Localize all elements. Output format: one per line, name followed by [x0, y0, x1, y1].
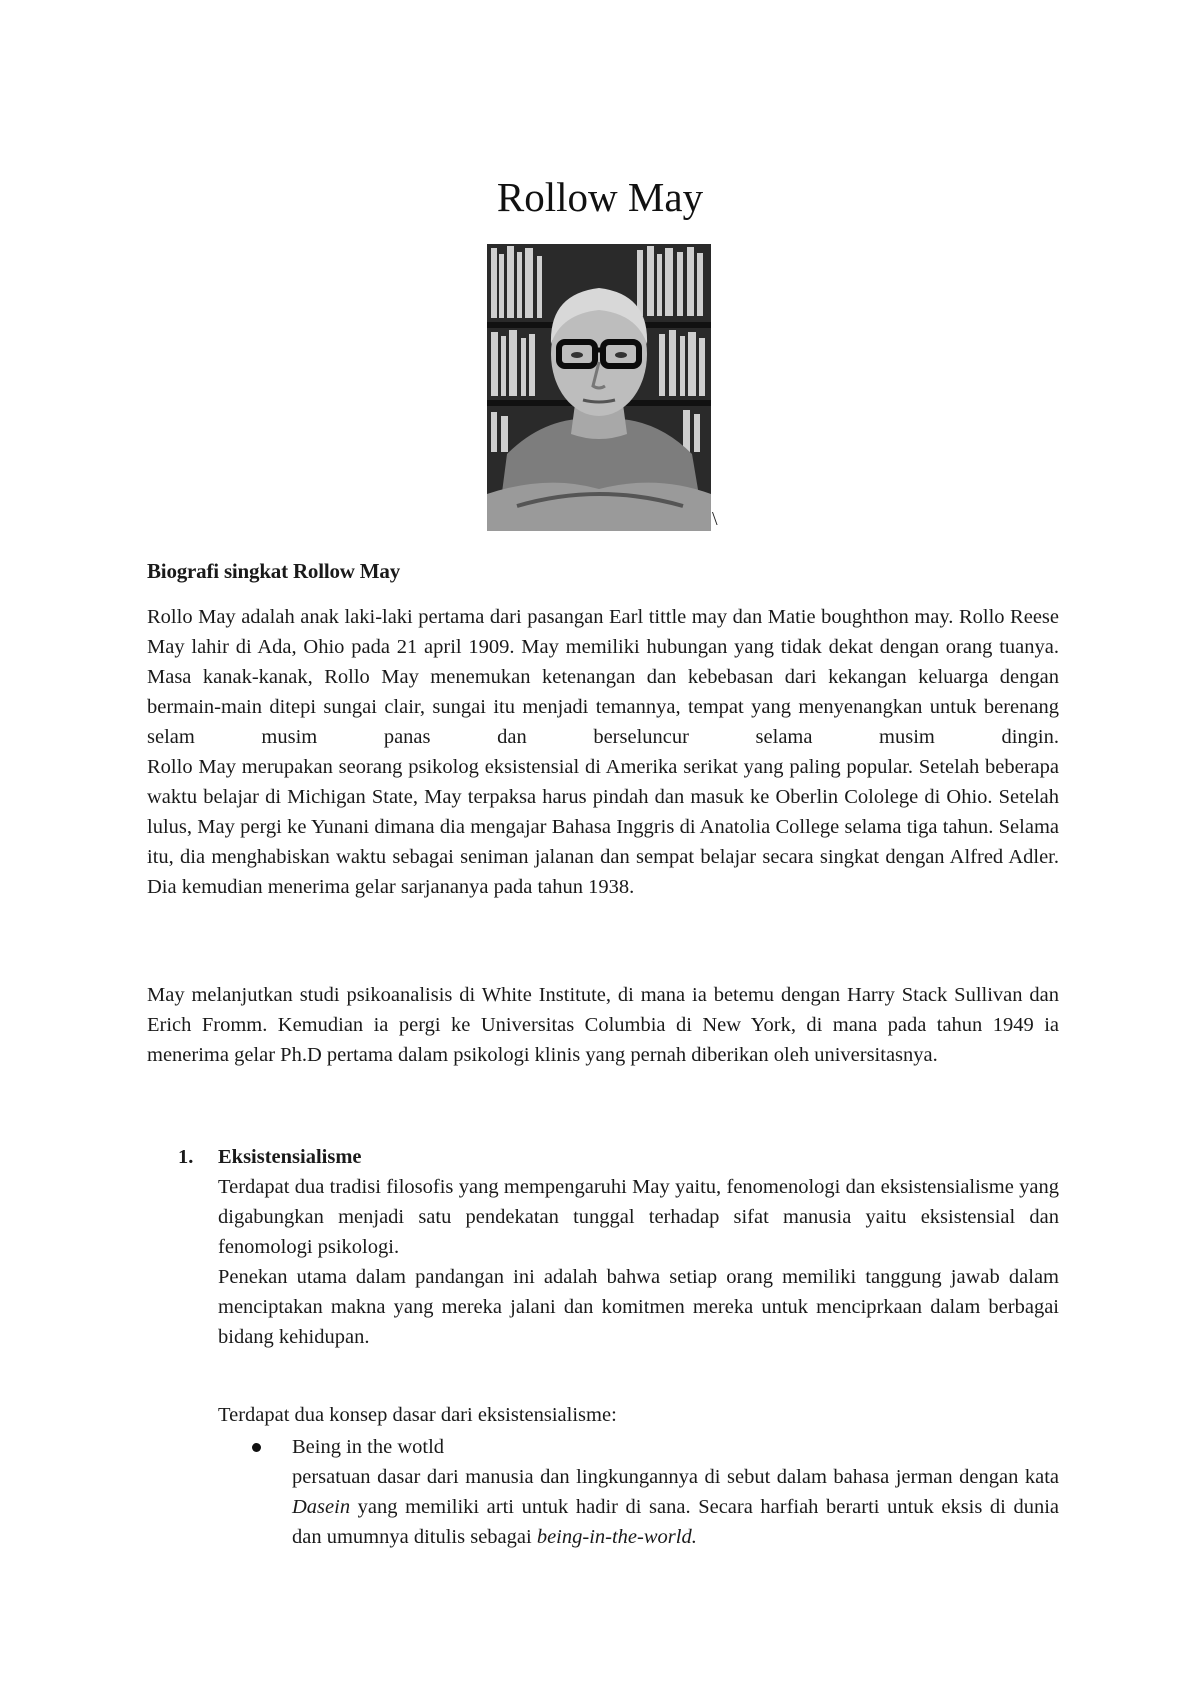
section-number: 1. — [178, 1146, 194, 1168]
section-title: Eksistensialisme — [218, 1146, 362, 1168]
term-being-in-the-world: being-in-the-world. — [536, 1526, 697, 1548]
bullet-body — [292, 1462, 1059, 1552]
bio-heading: Biografi singkat Rollow May — [147, 559, 401, 583]
section-paragraph-2: Penekan utama dalam pandangan ini adalah bahwa setiap orang memiliki tanggung jawab dalam menciptakan makna yang mereka jalani dan komitmen mereka untuk menciprkaan dalam berbagai bidang kehidupan. — [218, 1266, 1059, 1348]
bio-paragraph-2 — [147, 980, 1059, 1070]
term-dasein: Dasein — [292, 1496, 351, 1518]
bio-paragraph-2-text: May melanjutkan studi psikoanalisis di White Institute, di mana ia betemu dengan Harry Stack Sullivan dan Erich Fromm. Kemudian ia pergi ke Universitas Columbia di New York, di mana pada tahun 1949 ia menerima gelar Ph.D pertama dalam psikologi klinis yang pernah diberikan oleh universitasnya. — [147, 984, 1059, 1066]
bullet-text-b: yang memiliki arti untuk hadir di sana. Secara harfiah berarti untuk eksis di dunia dan umumnya ditulis sebagai — [292, 1496, 1059, 1548]
bullet-paragraph — [292, 1462, 1059, 1552]
section-paragraph-1: Terdapat dua tradisi filosofis yang mempengaruhi May yaitu, fenomenologi dan eksistensialisme yang digabungkan menjadi satu pendekatan tunggal terhadap sifat manusia yaitu eksistensial dan fenomologi psikologi. — [218, 1176, 1059, 1258]
bullet-label: Being in the wotld — [292, 1436, 445, 1458]
page-title: Rollow May — [496, 174, 704, 220]
bio-paragraph-1 — [147, 602, 1059, 902]
section-body — [218, 1172, 1059, 1352]
bio-paragraph-1-main: Rollo May adalah anak laki-laki pertama dari pasangan Earl tittle may dan Matie boughthon may. Rollo Reese May lahir di Ada, Ohio pada 21 april 1909. May memiliki hubungan yang tidak dekat dengan orang tuanya. Masa kanak-kanak, Rollo May menemukan ketenangan dan kebebasan dari kekangan keluarga dengan bermain-main ditepi sungai clair, sungai itu menjadi temannya, tempat yang menyenangkan untuk berenang selam musim panas dan berseluncur selama musim dingin. — [147, 606, 1059, 748]
bullet-dot-icon — [252, 1443, 261, 1452]
section-heading — [178, 1142, 362, 1172]
portrait-photo — [487, 244, 711, 531]
portrait-image — [487, 244, 711, 531]
concepts-intro: Terdapat dua konsep dasar dari eksistensialisme: — [218, 1404, 617, 1426]
stray-mark: \ — [712, 508, 718, 530]
bullet-text-a: persatuan dasar dari manusia dan lingkungannya di sebut dalam bahasa jerman dengan kata — [292, 1466, 1059, 1488]
bio-paragraph-1-cont: Rollo May merupakan seorang psikolog eksistensial di Amerika serikat yang paling popular. Setelah beberapa waktu belajar di Michigan State, May terpaksa harus pindah dan masuk ke Oberlin Cololege di Ohio. Setelah lulus, May pergi ke Yunani dimana dia mengajar Bahasa Inggris di Anatolia College selama tiga tahun. Selama itu, dia menghabiskan waktu sebagai seniman jalanan dan sempat belajar secara singkat dengan Alfred Adler. Dia kemudian menerima gelar sarjananya pada tahun 1938. — [147, 756, 1059, 898]
